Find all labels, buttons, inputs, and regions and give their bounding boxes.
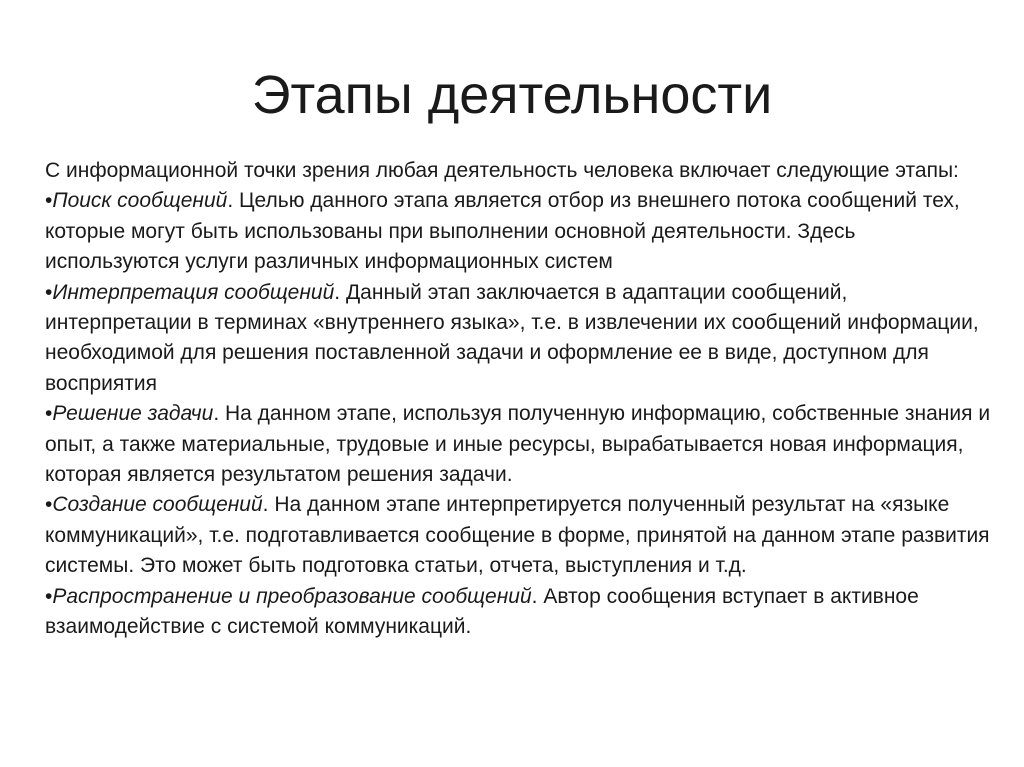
bullet-marker: • xyxy=(45,493,53,517)
bullet-item-search xyxy=(45,186,995,277)
bullet-text: . На данном этапе интерпретируется полученный результат на «языке коммуникаций», т.е. подготавливается сообщение в форме, принятой на данном этапе развития системы. Это может быть подготовка статьи, отчета, выступления и т.д. xyxy=(45,493,990,578)
bullet-marker: • xyxy=(45,189,53,213)
bullet-text: . На данном этапе, используя полученную информацию, собственные знания и опыт, а также материальные, трудовые и иные ресурсы, вырабатывается новая информация, которая является результатом решения задачи. xyxy=(45,402,991,487)
bullet-item-solving xyxy=(45,399,995,490)
bullet-item-interpretation xyxy=(45,278,995,400)
slide-title: Этапы деятельности xyxy=(251,65,773,125)
bullet-item-creation xyxy=(45,490,995,581)
bullet-term: Создание сообщений xyxy=(52,493,263,517)
bullet-marker: • xyxy=(45,280,53,304)
bullet-term: Распространение и преобразование сообщений xyxy=(52,584,532,608)
intro-text: С информационной точки зрения любая деятельность человека включает следующие этапы: xyxy=(45,159,959,182)
slide-body xyxy=(45,156,995,643)
bullet-marker: • xyxy=(45,402,53,426)
bullet-text: . Автор сообщения вступает в активное взаимодействие с системой коммуникаций. xyxy=(45,584,919,639)
bullet-term: Интерпретация сообщений xyxy=(52,280,335,304)
bullet-text: . Данный этап заключается в адаптации сообщений, интерпретации в терминах «внутреннего языка», т.е. в извлечении их сообщений информации, необходимой для решения поставленной задачи и оформление ее в виде, доступном для восприятия xyxy=(45,280,979,395)
bullet-term: Поиск сообщений xyxy=(52,189,228,213)
bullet-text: . Целью данного этапа является отбор из внешнего потока сообщений тех, которые могут быть использованы при выполнении основной деятельности. Здесь используются услуги различных информационных систем xyxy=(45,189,960,274)
bullet-item-distribution xyxy=(45,582,995,643)
bullet-term: Решение задачи xyxy=(52,402,214,426)
bullet-marker: • xyxy=(45,584,53,608)
